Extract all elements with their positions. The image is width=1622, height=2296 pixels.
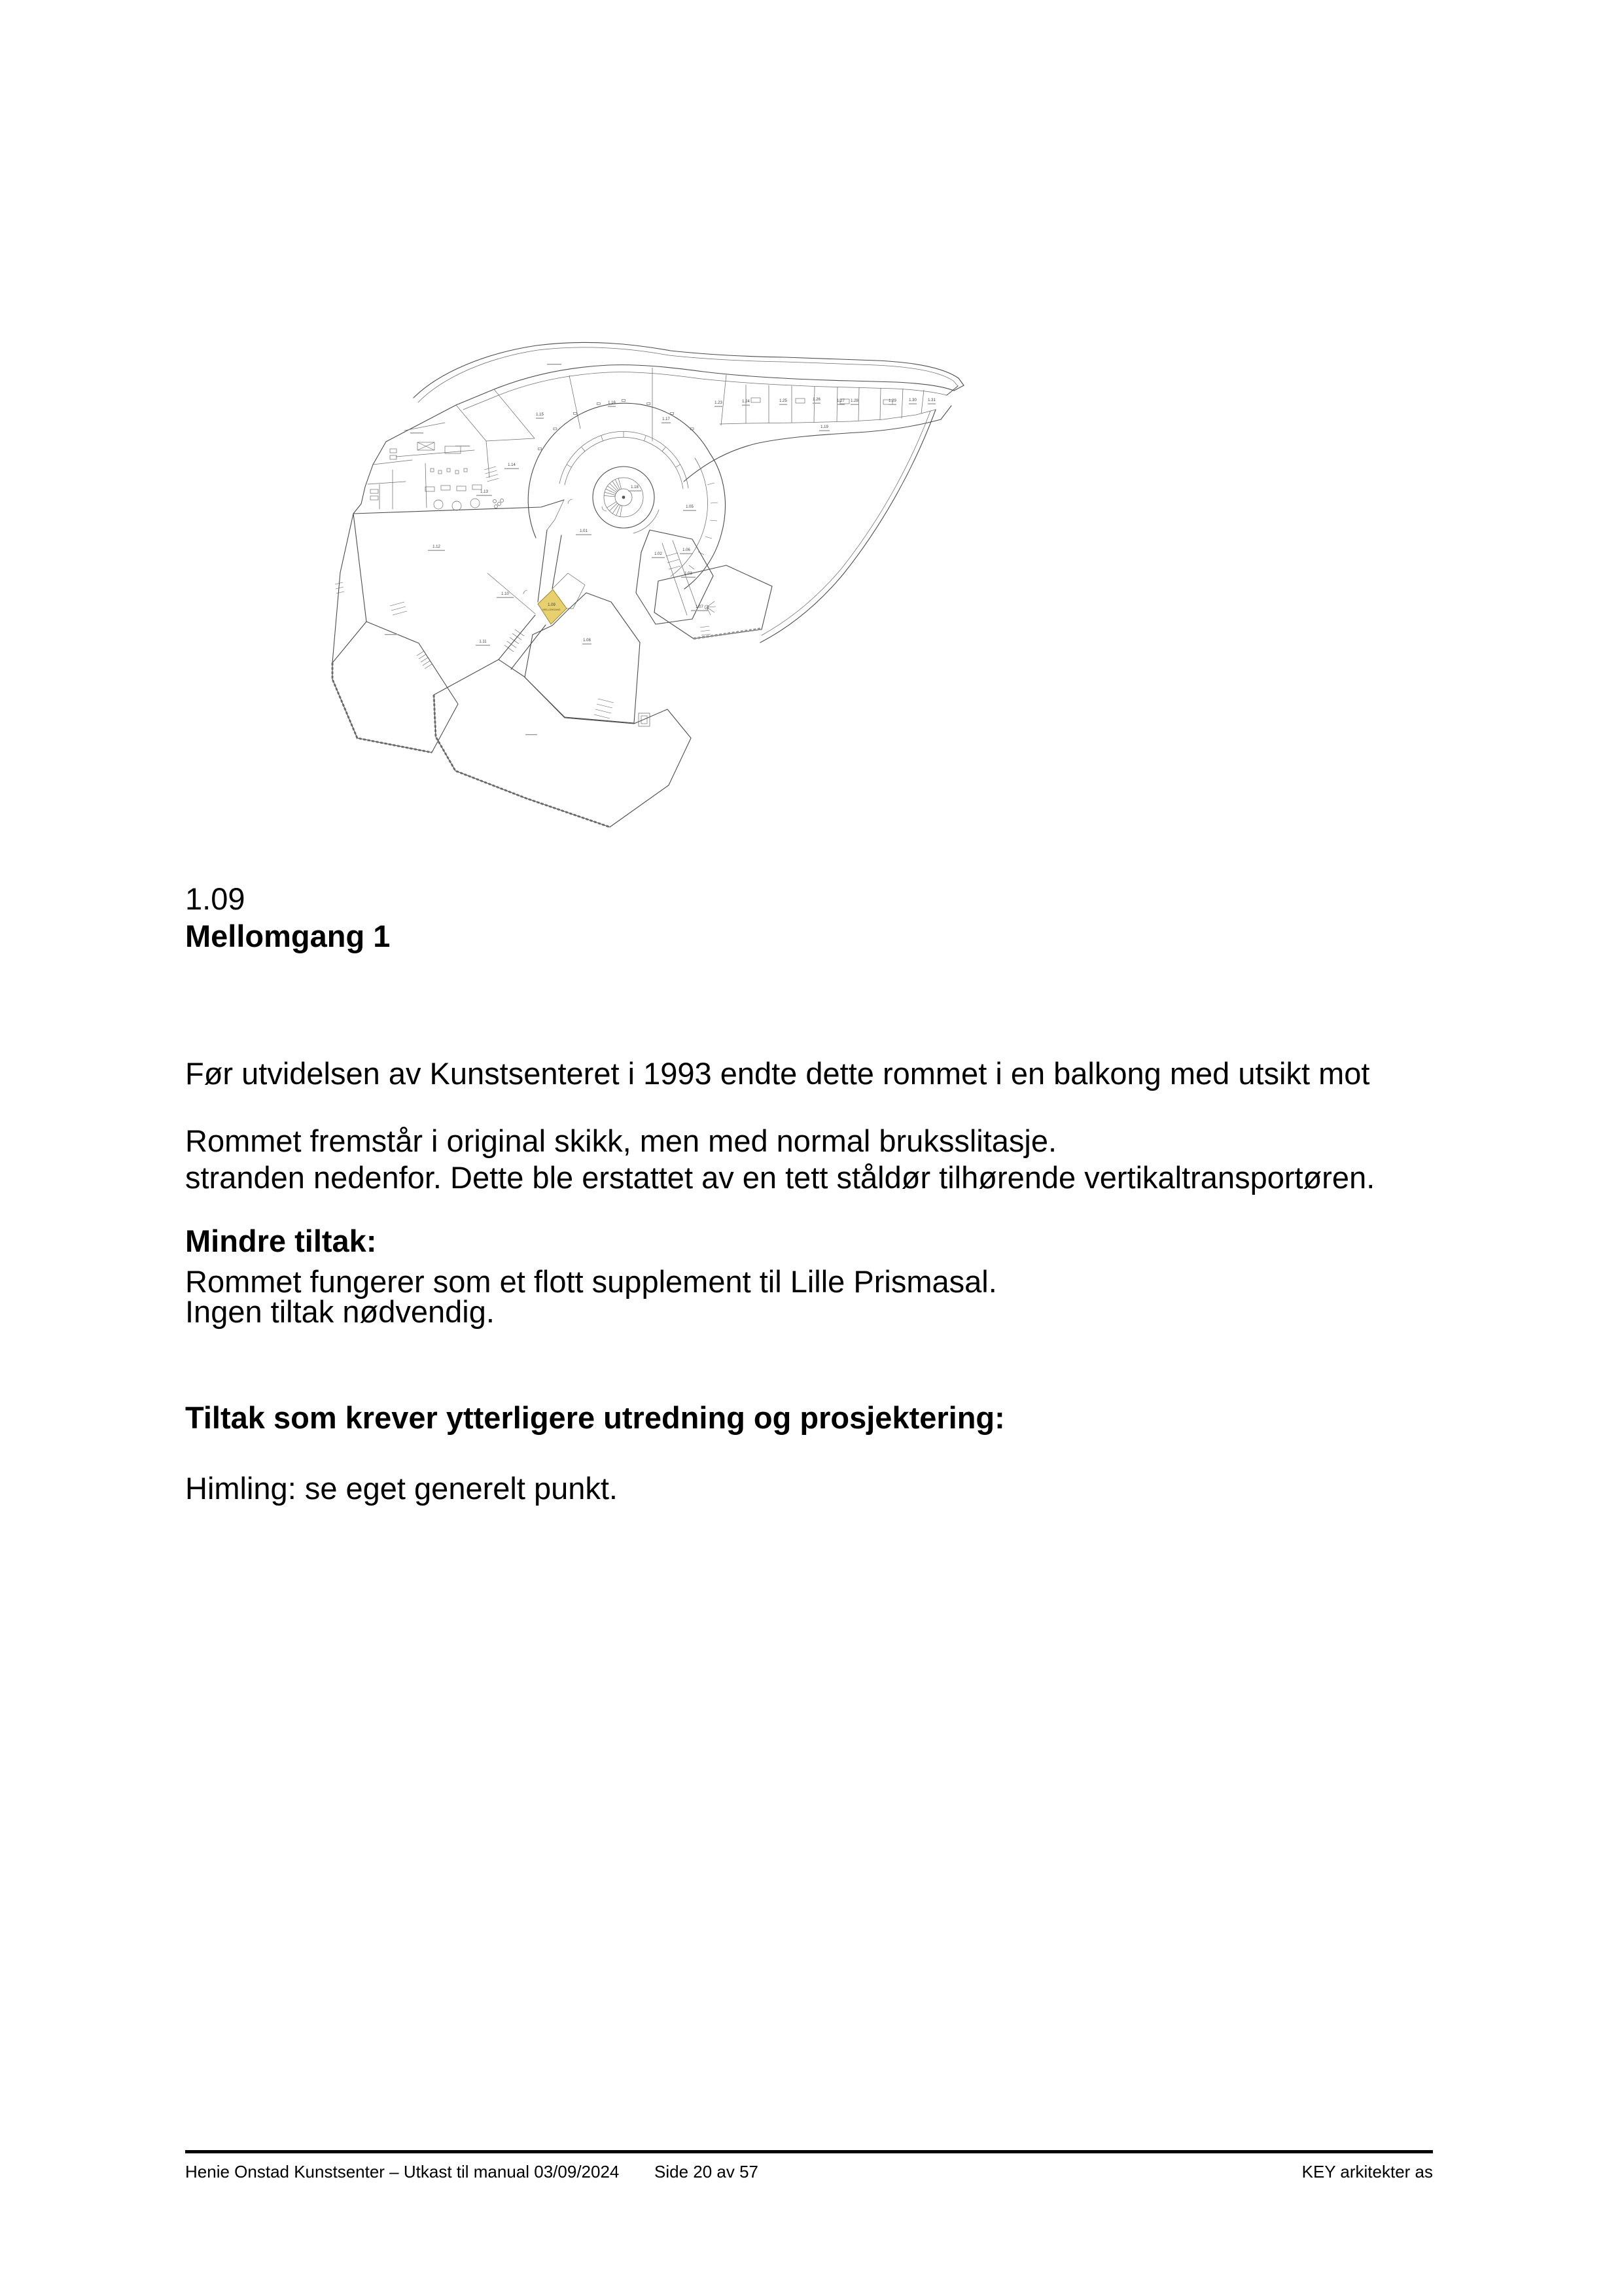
room-label: 1.27 — [837, 399, 845, 403]
room-label: 1.25 — [779, 399, 787, 403]
exhibition-halls — [332, 514, 691, 827]
room-label: 1.01 — [580, 529, 588, 533]
room-label: 1.08 — [583, 639, 591, 643]
room-label: 1.05 — [686, 505, 694, 509]
restaurant-cluster — [353, 405, 564, 514]
room-label: 1.26 — [813, 398, 820, 402]
floorplan-outline — [386, 342, 964, 643]
room-labels — [428, 398, 936, 646]
room-label: 1.14 — [508, 463, 516, 467]
room-label: 1.07 — [696, 605, 703, 609]
footer-page-number: Side 20 av 57 — [654, 2162, 759, 2181]
room-label: 1.15 — [536, 413, 544, 417]
room-label: 1.16 — [608, 401, 616, 405]
rotunda — [593, 467, 659, 533]
subheading-minor: Mindre tiltak: — [185, 1224, 377, 1258]
paragraph-2: Rommet fremstår i original skikk, men med normal bruksslitasje. — [185, 1123, 1057, 1158]
room-label: 1.29 — [889, 399, 896, 403]
major-text: Himling: se eget generelt punkt. — [185, 1471, 618, 1506]
room-label: 1.23 — [714, 401, 722, 405]
room-label: 1.24 — [742, 400, 750, 404]
room-label: 1.10 — [501, 592, 509, 596]
room-label: 1.31 — [928, 398, 936, 402]
footer-rule — [185, 2150, 1433, 2153]
section-title: Mellomgang 1 — [185, 919, 391, 953]
vestibule-arcs — [528, 400, 725, 590]
center-rooms — [487, 499, 772, 669]
section-number: 1.09 — [185, 881, 245, 916]
room-label: 1.18 — [631, 486, 639, 489]
room-name-highlight: MELLOMGANG — [542, 609, 561, 611]
room-name-bars — [385, 364, 561, 735]
section-heading — [185, 880, 390, 955]
room-label: 1.11 — [479, 640, 487, 644]
room-label: 1.30 — [909, 398, 917, 402]
room-label: 1.06 — [682, 548, 690, 552]
room-label: 1.03 — [684, 572, 692, 576]
room-label: 1.17 — [662, 417, 670, 421]
paragraph-line: Før utvidelsen av Kunstsenteret i 1993 endte dette rommet i en balkong med utsikt mot — [185, 1056, 1370, 1091]
room-label-highlight: 1.09 — [548, 603, 555, 607]
footer-document-title: Henie Onstad Kunstsenter – Utkast til manual 03/09/2024 — [185, 2162, 620, 2181]
subheading-major: Tiltak som krever ytterligere utredning og prosjektering: — [185, 1400, 1005, 1435]
floorplan-image — [327, 313, 981, 833]
room-label: 1.19 — [820, 425, 828, 429]
room-label: 1.13 — [480, 490, 488, 494]
room-label: 1.02 — [654, 552, 662, 556]
paragraph-line: Rommet fungerer som et flott supplement til Lille Prismasal. — [185, 1264, 997, 1299]
room-label: 1.12 — [432, 545, 440, 549]
paragraph-line: stranden nedenfor. Dette ble erstattet av en tett ståldør tilhørende vertikaltransportøren. — [185, 1160, 1375, 1195]
floorplan-figure — [327, 313, 981, 833]
footer-company: KEY arkitekter as — [1301, 2162, 1433, 2181]
room-label: 1.28 — [851, 399, 858, 403]
minor-text: Ingen tiltak nødvendig. — [185, 1294, 495, 1329]
